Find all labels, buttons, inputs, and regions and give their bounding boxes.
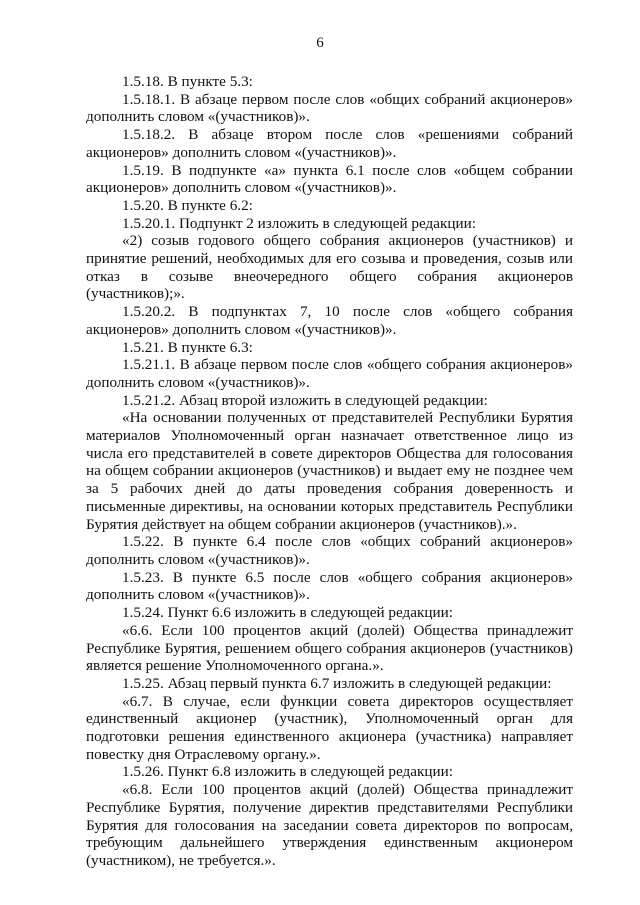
document-body: [86, 73, 573, 870]
paragraph-1-5-21: 1.5.21. В пункте 6.3:: [122, 338, 253, 356]
paragraph-1-5-18: 1.5.18. В пункте 5.3:: [122, 73, 253, 90]
paragraph-1-5-22: 1.5.22. В пункте 6.4 после слов «общих собраний акционеров» дополнить словом «(участников)».: [86, 533, 573, 568]
paragraph-1-5-18-2: 1.5.18.2. В абзаце втором после слов «решениями собраний акционеров» дополнить словом «(участников)».: [86, 126, 573, 161]
paragraph-1-5-18-1: 1.5.18.1. В абзаце первом после слов «общих собраний акционеров» дополнить словом «(участников)».: [86, 90, 573, 126]
paragraph-quote-6-6: «6.6. Если 100 процентов акций (долей) Общества принадлежит Республике Бурятия, решением общего собрания акционеров (участников) является решение Уполномоченного органа.».: [86, 621, 573, 675]
paragraph-1-5-19: 1.5.19. В подпункте «а» пункта 6.1 после слов «общем собрании акционеров» дополнить словом «(участников)».: [86, 161, 573, 197]
paragraph-quote-6-7: «6.7. В случае, если функции совета директоров осуществляет единственный акционер (участник), Уполномоченный орган для подготовки решения единственного акционера (участника) направляет повестку дня Отраслевому органу.».: [86, 692, 573, 763]
paragraph-quote-6-3: «На основании полученных от представителей Республики Бурятия материалов Уполномоченный орган назначает ответственное лицо из числа его представителей в совете директоров Общества для голосования на общем собрании акционеров (участников) и выдает ему не позднее чем за 5 рабочих дней до даты проведения собрания доверенность и письменные директивы, на основании которых представитель Республики Бурятия действует на общем собрании акционеров (участников).».: [86, 409, 573, 533]
paragraph-1-5-20-2: 1.5.20.2. В подпунктах 7, 10 после слов «общего собрания акционеров» дополнить словом «(участников)».: [86, 303, 573, 338]
paragraph-1-5-20: 1.5.20. В пункте 6.2:: [122, 196, 253, 214]
page-number: 6: [316, 35, 324, 51]
paragraph-1-5-23: 1.5.23. В пункте 6.5 после слов «общего собрания акционеров» дополнить словом «(участников)».: [86, 568, 573, 604]
paragraph-1-5-21-1: 1.5.21.1. В абзаце первом после слов «общего собрания акционеров» дополнить словом «(участников)».: [86, 356, 573, 391]
paragraph-1-5-26: 1.5.26. Пункт 6.8 изложить в следующей редакции:: [122, 763, 453, 781]
paragraph-quote-6-8: «6.8. Если 100 процентов акций (долей) Общества принадлежит Республике Бурятия, получение директив представителями Республики Бурятия для голосования на заседании совета директоров по вопросам, требующим дальнейшего утверждения единственным акционером (участником), не требуется.».: [86, 781, 573, 869]
paragraph-1-5-21-2: 1.5.21.2. Абзац второй изложить в следующей редакции:: [122, 391, 488, 409]
paragraph-1-5-24: 1.5.24. Пункт 6.6 изложить в следующей редакции:: [122, 604, 453, 622]
paragraph-1-5-20-1: 1.5.20.1. Подпункт 2 изложить в следующей редакции:: [122, 214, 476, 232]
paragraph-subpoint-2-text: «2) созыв годового общего собрания акционеров (участников) и принятие решений, необходимых для его созыва и проведения, созыв или отказ в созыве внеочередного общего собрания акционеров (участников);».: [86, 232, 573, 303]
paragraph-1-5-25: 1.5.25. Абзац первый пункта 6.7 изложить в следующей редакции:: [122, 674, 552, 692]
